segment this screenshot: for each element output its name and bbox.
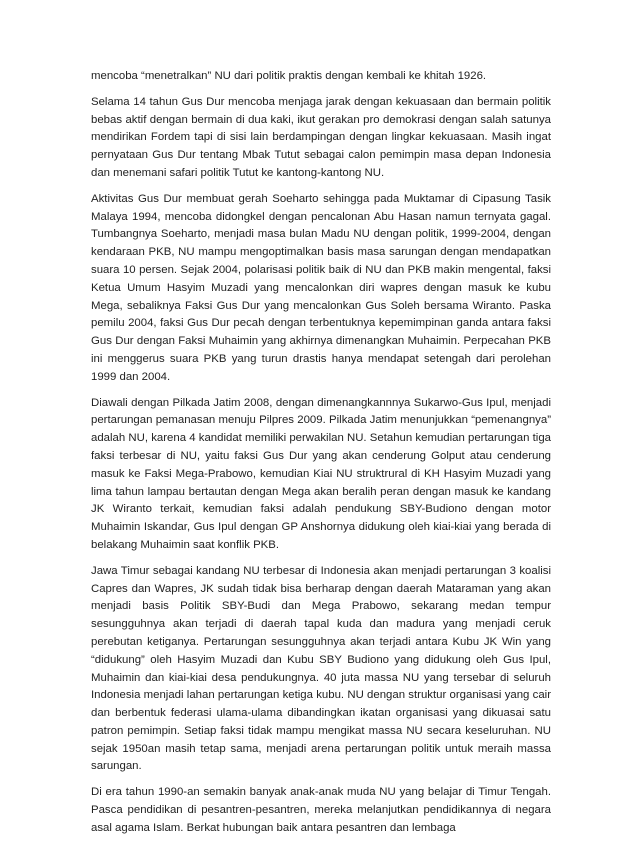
paragraph-1: mencoba “menetralkan” NU dari politik praktis dengan kembali ke khitah 1926. xyxy=(91,70,487,82)
paragraph-2: Selama 14 tahun Gus Dur mencoba menjaga jarak dengan kekuasaan dan bermain politik bebas aktif dengan bermain di dua kaki, ikut gerakan pro demokrasi dengan salah satunya mendirikan Fordem tapi di sisi lain berdampingan dengan lingkar kekuasaan. Masih ingat pernyataan Gus Dur tentang Mbak Tutut sebagai calon pemimpin masa depan Indonesia dan menemani safari politik Tutut ke kantong-kantong NU. xyxy=(91,95,551,179)
paragraph-5: Jawa Timur sebagai kandang NU terbesar di Indonesia akan menjadi pertarungan 3 koalisi Capres dan Wapres, JK sudah tidak bisa berharap dengan daerah Mataraman yang akan menjadi basis Politik SBY-Budi dan Mega Prabowo, sekarang medan tempur sesungguhnya akan terjadi di daerah tapal kuda dan madura yang menjadi ceruk perebutan ketiganya. Pertarungan sesungguhnya akan terjadi antara Kubu JK Win yang “didukung” oleh Hasyim Muzadi dan Kubu SBY Budiono yang didukung oleh Gus Ipul, Muhaimin dan kiai-kiai desa pendukungnya. 40 juta massa NU yang tersebar di seluruh Indonesia menjadi lahan pertarungan ketiga kubu. NU dengan struktur organisasi yang cair dan berbentuk federasi ulama-ulama dibandingkan ikatan organisasi yang dikuasai satu patron pemimpin. Setiap faksi tidak mampu mengikat massa NU secara keseluruhan. NU sejak 1950an masih tetap sama, menjadi arena pertarungan politik untuk meraih massa sarungan. xyxy=(91,564,551,773)
paragraph-4: Diawali dengan Pilkada Jatim 2008, dengan dimenangkannnya Sukarwo-Gus Ipul, menjadi pertarungan pemanasan menuju Pilpres 2009. Pilkada Jatim menunjukkan “pemenangnya” adalah NU, karena 4 kandidat memiliki perwakilan NU. Setahun kemudian pertarungan tiga faksi terbesar di NU, yaitu faksi Gus Dur yang akan cenderung Golput atau cenderung masuk ke Faksi Mega-Prabowo, kemudian Kiai NU struktrural di KH Hasyim Muzadi yang lima tahun lampau bertautan dengan Mega akan beralih peran dengan masuk ke kandang JK Wiranto terkait, kemudian faksi adalah pendukung SBY-Budiono dengan motor Muhaimin Iskandar, Gus Ipul dengan GP Anshornya didukung oleh kiai-kiai yang berada di belakang Muhaimin saat konflik PKB. xyxy=(91,396,551,551)
document-page xyxy=(91,68,551,846)
paragraph-3: Aktivitas Gus Dur membuat gerah Soeharto sehingga pada Muktamar di Cipasung Tasik Malaya 1994, mencoba didongkel dengan pencalonan Abu Hasan namun ternyata gagal. Tumbangnya Soeharto, menjadi masa bulan Madu NU dengan politik, 1999-2004, dengan kendaraan PKB, NU mampu mengoptimalkan basis masa sarungan dengan mendapatkan suara 10 persen. Sejak 2004, polarisasi politik baik di NU dan PKB makin mengental, faksi Ketua Umum Hasyim Muzadi yang mencalonkan diri wapres dengan masuk ke kubu Mega, sebaliknya Faksi Gus Dur yang mencalonkan Gus Soleh bersama Wiranto. Paska pemilu 2004, faksi Gus Dur pecah dengan terbentuknya kepemimpinan ganda antara faksi Gus Dur dengan Faksi Muhaimin yang akhirnya dimenangkan Muhaimin. Perpecahan PKB ini menggerus suara PKB yang turun drastis hanya mendapat setengah dari perolehan 1999 dan 2004. xyxy=(91,192,551,383)
paragraph-6: Di era tahun 1990-an semakin banyak anak-anak muda NU yang belajar di Timur Tengah. Pasca pendidikan di pesantren-pesantren, mereka melanjutkan pendidikannya di negara asal agama Islam. Berkat hubungan baik antara pesantren dan lembaga xyxy=(91,786,551,834)
